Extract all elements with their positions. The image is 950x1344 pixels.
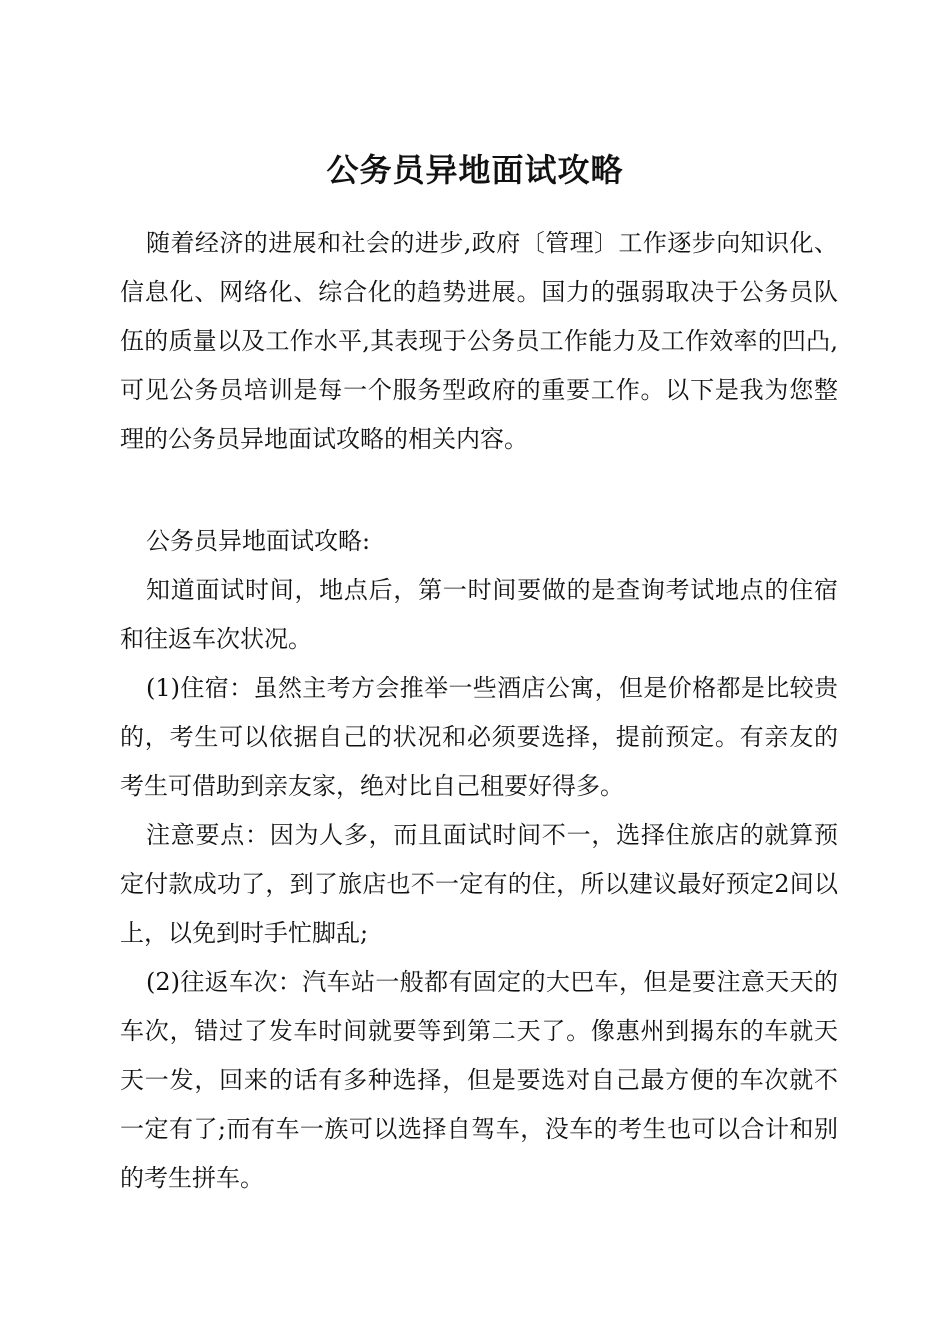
intro-paragraph: 随着经济的进展和社会的进步,政府〔管理〕工作逐步向知识化、信息化、网络化、综合化的趋势进展。国力的强弱取决于公务员队伍的质量以及工作水平,其表现于公务员工作能力及工作效率的凹凸,可见公务员培训是每一个服务型政府的重要工作。以下是我为您整理的公务员异地面试攻略的相关内容。 (120, 229, 838, 453)
body-paragraph: (1)住宿：虽然主考方会推举一些酒店公寓，但是价格都是比较贵的，考生可以依据自己的状况和必须要选择，提前预定。有亲友的考生可借助到亲友家，绝对比自己租要好得多。 (120, 674, 838, 800)
intro-block (120, 219, 838, 464)
document-title: 公务员异地面试攻略 (326, 151, 624, 189)
body-paragraph: 知道面试时间，地点后，第一时间要做的是查询考试地点的住宿和往返车次状况。 (120, 576, 838, 653)
body-paragraph: (2)往返车次：汽车站一般都有固定的大巴车，但是要注意天天的车次，错过了发车时间就要等到第二天了。像惠州到揭东的车就天天一发，回来的话有多种选择，但是要选对自己最方便的车次就不一定有了;而有车一族可以选择自驾车，没车的考生也可以合计和别的考生拼车。 (120, 968, 838, 1192)
body-paragraph: 注意要点：因为人多，而且面试时间不一，选择住旅店的就算预定付款成功了，到了旅店也不一定有的住，所以建议最好预定2间以上，以免到时手忙脚乱; (120, 821, 838, 947)
section-block (120, 517, 838, 1203)
section-heading: 公务员异地面试攻略: (146, 527, 371, 555)
